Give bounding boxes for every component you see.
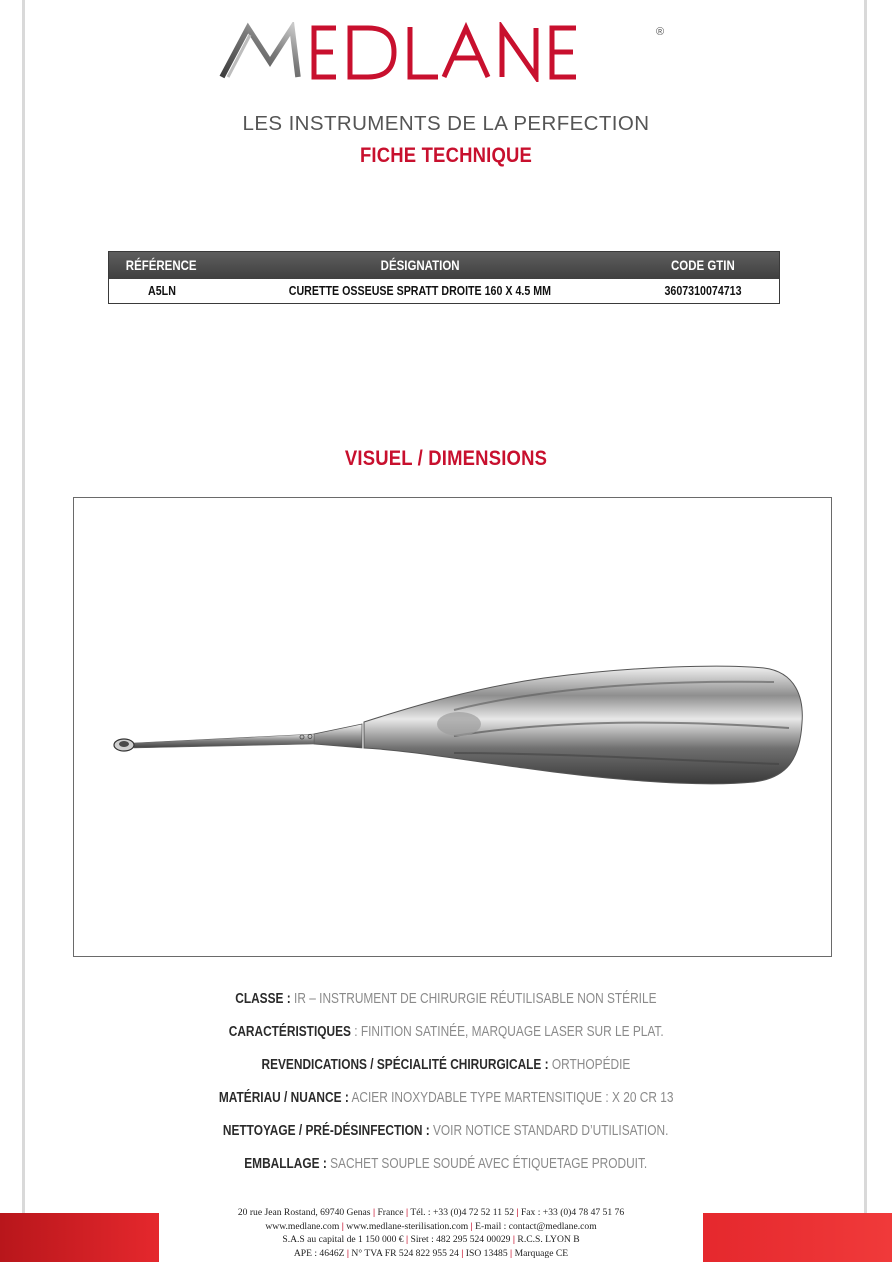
company-footer <box>160 1206 702 1260</box>
specifications-list <box>0 986 892 1184</box>
product-visual-frame <box>73 497 832 957</box>
spec-caracteristiques: CARACTÉRISTIQUES : FINITION SATINÉE, MARQUAGE LASER SUR LE PLAT. <box>228 1024 664 1040</box>
cell-gtin: 3607310074713 <box>663 283 742 298</box>
spec-materiau: MATÉRIAU / NUANCE : ACIER INOXYDABLE TYPE MARTENSITIQUE : X 20 CR 13 <box>218 1090 674 1106</box>
spec-revendications: REVENDICATIONS / SPÉCIALITÉ CHIRURGICALE : ORTHOPÉDIE <box>261 1057 631 1073</box>
sterilisation-website-link[interactable]: www.medlane-sterilisation.com <box>346 1220 469 1232</box>
spec-classe: CLASSE : IR – INSTRUMENT DE CHIRURGIE RÉUTILISABLE NON STÉRILE <box>235 991 657 1007</box>
medlane-logo <box>0 22 892 135</box>
brand-tagline: LES INSTRUMENTS DE LA PERFECTION <box>242 112 650 135</box>
footer-line-registration: APE : 4646Z | N° TVA FR 524 822 955 24 | ISO 13485 | Marquage CE <box>293 1247 569 1259</box>
email-link[interactable]: E-mail : contact@medlane.com <box>475 1220 597 1232</box>
footer-line-web: www.medlane.com | www.medlane-sterilisation.com | E-mail : contact@medlane.com <box>265 1220 597 1232</box>
cell-designation: CURETTE OSSEUSE SPRATT DROITE 160 X 4.5 MM <box>288 283 552 298</box>
header-designation: DÉSIGNATION <box>380 257 460 273</box>
table-header-row <box>109 252 779 279</box>
visuel-dimensions-title: VISUEL / DIMENSIONS <box>344 447 548 470</box>
cell-reference: A5LN <box>147 283 176 298</box>
spec-emballage: EMBALLAGE : SACHET SOUPLE SOUDÉ AVEC ÉTIQUETAGE PRODUIT. <box>244 1156 648 1172</box>
fiche-technique-title: FICHE TECHNIQUE <box>359 144 533 167</box>
reference-table <box>108 251 780 304</box>
footer-accent-bar-right <box>703 1213 892 1262</box>
footer-accent-bar-left <box>0 1213 159 1262</box>
spec-nettoyage: NETTOYAGE / PRÉ-DÉSINFECTION : VOIR NOTICE STANDARD D’UTILISATION. <box>223 1123 669 1139</box>
footer-line-address: 20 rue Jean Rostand, 69740 Genas | France | Tél. : +33 (0)4 72 52 11 52 | Fax : +33 (0)4 78 47 51 76 <box>237 1207 625 1218</box>
table-row <box>109 279 779 303</box>
website-link[interactable]: www.medlane.com <box>265 1220 340 1232</box>
medlane-wordmark-icon <box>218 22 678 82</box>
surgical-curette-image <box>74 498 831 956</box>
header-reference: RÉFÉRENCE <box>126 257 197 273</box>
footer-line-legal: S.A.S au capital de 1 150 000 € | Siret : 482 295 524 00029 | R.C.S. LYON B <box>282 1234 580 1245</box>
registered-mark: ® <box>656 26 665 38</box>
header-gtin: CODE GTIN <box>670 257 735 273</box>
